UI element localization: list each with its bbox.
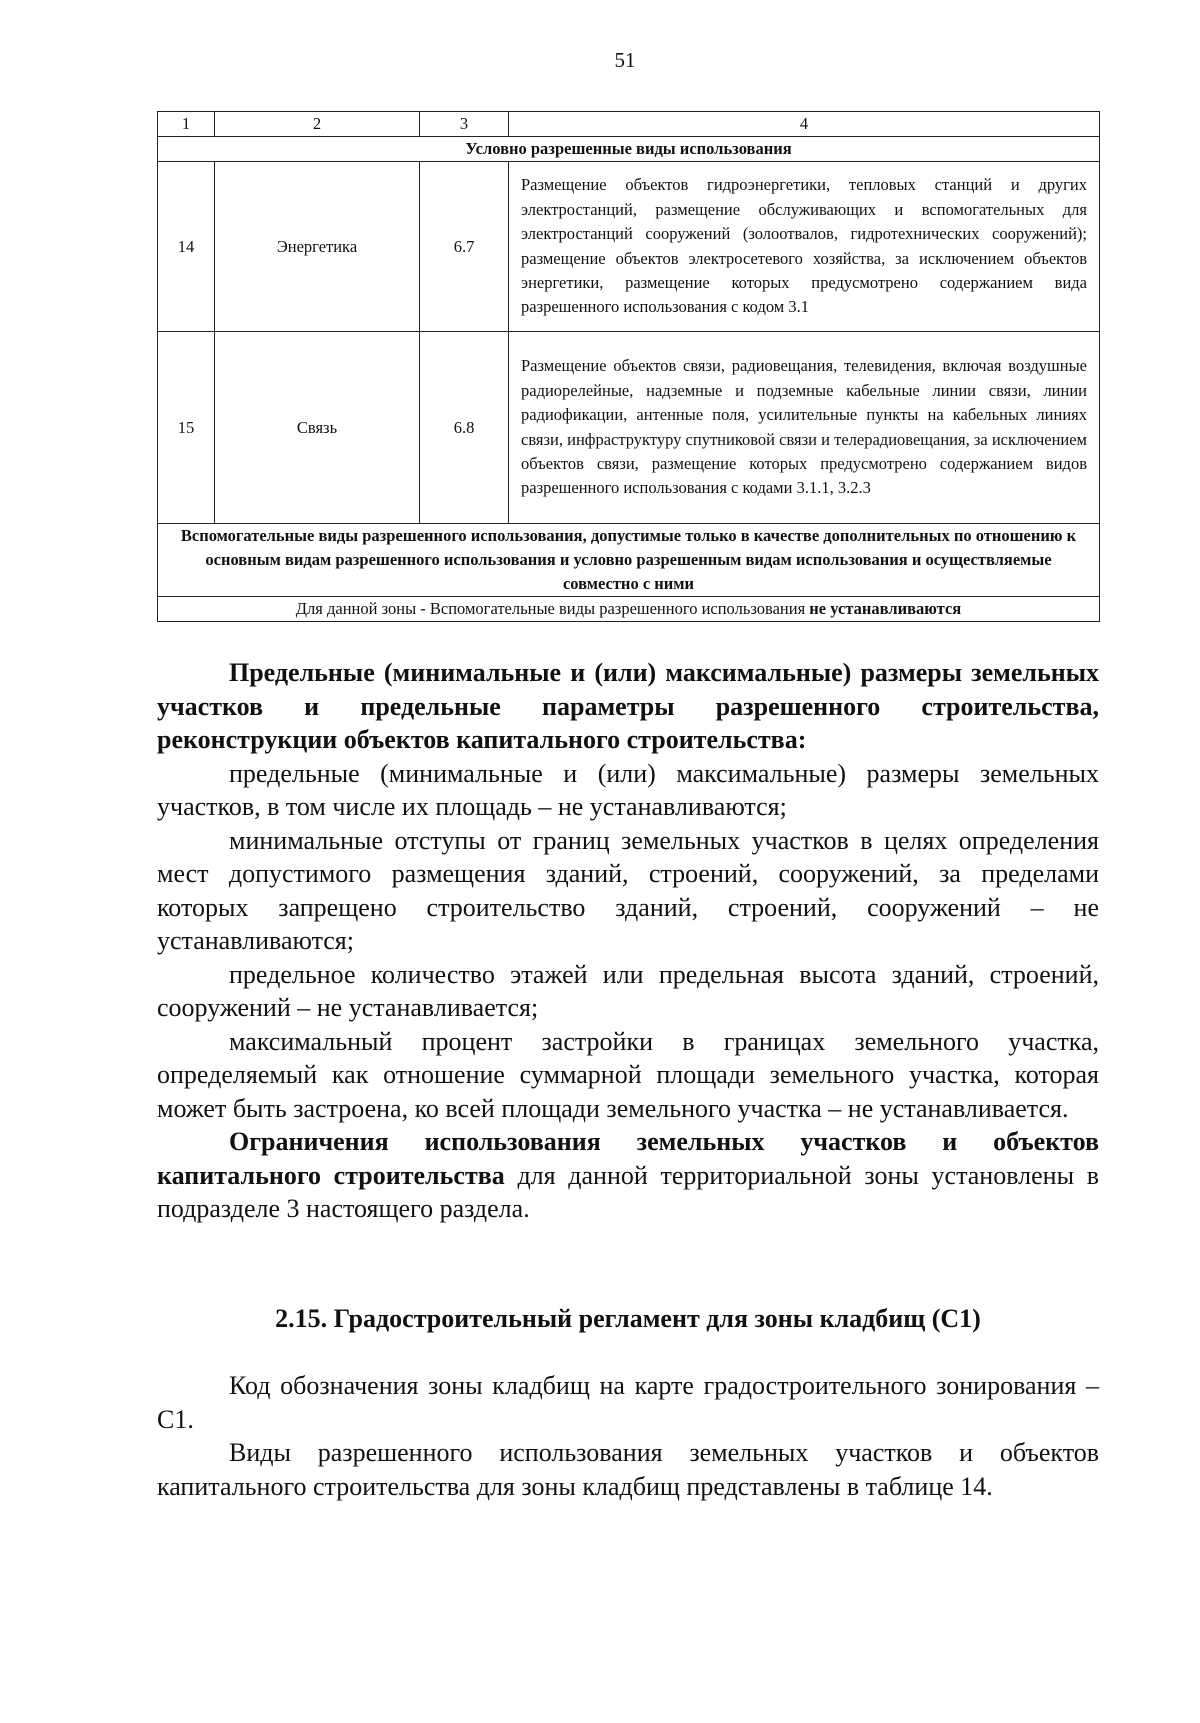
table-row <box>158 332 1100 524</box>
auxiliary-note-text: Для данной зоны - Вспомогательные виды разрешенного использования <box>295 599 810 618</box>
use-type-code: 6.8 <box>420 332 509 524</box>
restrictions-rest: для данной территориальной зоны установлены в подразделе 3 настоящего раздела. <box>157 1160 1099 1223</box>
section-title: 2.15. Градостроительный регламент для зоны кладбищ (С1) <box>275 1304 981 1333</box>
zone-description <box>157 1369 1099 1503</box>
restrictions-paragraph <box>157 1125 1099 1226</box>
limits-heading: Предельные (минимальные и (или) максимальные) размеры земельных участков и предельные параметры разрешенного строительства, реконструкции объектов капитального строительства: <box>157 658 1099 754</box>
limits-block <box>157 656 1099 1226</box>
column-number-3: 3 <box>420 112 509 137</box>
use-type-name: Связь <box>215 332 420 524</box>
section-header-row <box>158 524 1100 597</box>
limit-item: минимальные отступы от границ земельных участков в целях определения мест допустимого размещения зданий, строений, сооружений, за пределами которых запрещено строительство зданий, строений, сооружений – не устанавливаются; <box>157 825 1099 955</box>
use-type-name: Энергетика <box>215 162 420 332</box>
limit-item: предельные (минимальные и (или) максимальные) размеры земельных участков, в том числе их площадь – не устанавливаются; <box>157 758 1099 821</box>
limit-item: предельное количество этажей или предельная высота зданий, строений, сооружений – не устанавливается; <box>157 959 1099 1022</box>
row-number: 14 <box>158 162 215 332</box>
section-header-row <box>158 137 1100 162</box>
use-type-description: Размещение объектов гидроэнергетики, тепловых станций и других электростанций, размещение обслуживающих и вспомогательных для электростанций сооружений (золоотвалов, гидротехнических сооружений); размещение объектов электросетевого хозяйства, за исключением объектов энергетики, размещение которых предусмотрено содержанием вида разрешенного использования с кодом 3.1 <box>509 162 1100 332</box>
limit-item: максимальный процент застройки в границах земельного участка, определяемый как отношение суммарной площади земельного участка, которая может быть застроена, ко всей площади земельного участка – не устанавливается. <box>157 1026 1099 1123</box>
section-conditional-header: Условно разрешенные виды использования <box>158 137 1100 162</box>
land-use-table <box>157 111 1100 622</box>
column-number-1: 1 <box>158 112 215 137</box>
use-type-description: Размещение объектов связи, радиовещания, телевидения, включая воздушные радиорелейные, надземные и подземные кабельные линии связи, линии радиофикации, антенные поля, усилительные пункты на кабельных линиях связи, инфраструктуру спутниковой связи и телерадиовещания, за исключением объектов связи, размещение которых предусмотрено содержанием видов разрешенного использования с кодами 3.1.1, 3.2.3 <box>509 332 1100 524</box>
auxiliary-note <box>158 597 1100 622</box>
table-note-row <box>158 597 1100 622</box>
zone-code-paragraph: Код обозначения зоны кладбищ на карте градостроительного зонирования – С1. <box>157 1371 1099 1434</box>
page-number: 51 <box>614 48 636 72</box>
table-column-numbers-row <box>158 112 1100 137</box>
table-row <box>158 162 1100 332</box>
row-number: 15 <box>158 332 215 524</box>
zone-uses-paragraph: Виды разрешенного использования земельных участков и объектов капитального строительства для зоны кладбищ представлены в таблице 14. <box>157 1438 1099 1501</box>
column-number-2: 2 <box>215 112 420 137</box>
section-auxiliary-header: Вспомогательные виды разрешенного использования, допустимые только в качестве дополнительных по отношению к основным видам разрешенного использования и условно разрешенным видам использования и осуществляемые совместно с ними <box>158 524 1100 597</box>
use-type-code: 6.7 <box>420 162 509 332</box>
restrictions-bold: Ограничения использования земельных участков и объектов капитального строительства <box>157 1127 1099 1190</box>
column-number-4: 4 <box>509 112 1100 137</box>
auxiliary-note-bold: не устанавливаются <box>809 599 962 618</box>
